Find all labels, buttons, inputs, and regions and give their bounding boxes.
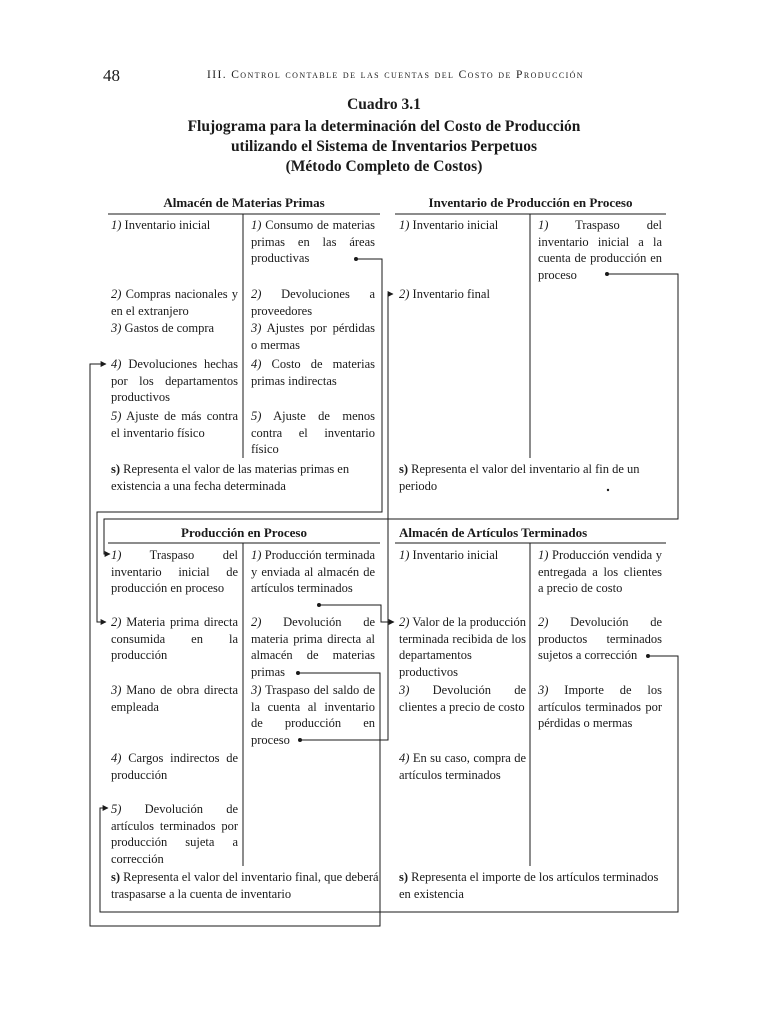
title-line-3: utilizando el Sistema de Inventarios Perpetuos	[230, 138, 538, 155]
running-head-text: III. Control contable de las cuentas del Costo de Producción	[207, 69, 584, 81]
at-credit-2: 2) Devolución de productos terminados sujetos a corrección	[538, 615, 662, 662]
ip-debit-2: 2) Inventario final	[399, 287, 490, 301]
table-number: Cuadro 3.1	[347, 96, 421, 113]
mp-credit-1: 1) Consumo de materias primas en las áreas productivas	[251, 218, 375, 265]
pp-summary: s) Representa el valor del inventario final, que deberá traspasarse a la cuenta de inventario	[111, 870, 379, 901]
mp-debit-3: 3) Gastos de compra	[111, 321, 215, 335]
ip-debit-1: 1) Inventario inicial	[399, 218, 499, 232]
pp-debit-1: 1) Traspaso del inventario inicial de producción en proceso	[111, 548, 238, 595]
pp-credit-3: 3) Traspaso del saldo de la cuenta al inventario de producción en proceso	[251, 683, 375, 747]
account-title-articulos-terminados: Almacén de Artículos Terminados	[399, 525, 588, 540]
mp-credit-3: 3) Ajustes por pérdidas o mermas	[251, 321, 375, 352]
title-line-2: Flujograma para la determinación del Costo de Producción	[187, 118, 581, 135]
at-debit-1: 1) Inventario inicial	[399, 548, 499, 562]
pp-debit-2: 2) Materia prima directa consumida en la producción	[111, 615, 238, 662]
mp-debit-4: 4) Devoluciones hechas por los departamentos productivos	[111, 357, 238, 404]
title-line-4: (Método Completo de Costos)	[285, 158, 483, 175]
at-credit-1: 1) Producción vendida y entregada a los clientes a precio de costo	[538, 548, 662, 595]
mp-credit-4: 4) Costo de materias primas indirectas	[251, 357, 375, 388]
at-debit-2: 2) Valor de la producción terminada recibida de los departamentos productivos	[399, 615, 526, 679]
mp-credit-2: 2) Devoluciones a proveedores	[251, 287, 375, 318]
pp-debit-4: 4) Cargos indirectos de producción	[111, 751, 238, 782]
page-number: 48	[103, 66, 120, 85]
account-title-inventario-proceso: Inventario de Producción en Proceso	[428, 195, 633, 210]
at-summary: s) Representa el importe de los artículos terminados en existencia	[399, 870, 659, 901]
at-credit-3: 3) Importe de los artículos terminados por pérdidas o mermas	[538, 683, 662, 730]
pp-credit-1: 1) Producción terminada y enviada al almacén de artículos terminados	[251, 548, 375, 595]
mp-debit-2: 2) Compras nacionales y en el extranjero	[111, 287, 238, 318]
mp-credit-5: 5) Ajuste de menos contra el inventario físico	[251, 409, 375, 456]
ip-summary: s) Representa el valor del inventario al fin de un periodo	[399, 462, 640, 493]
account-title-materias-primas: Almacén de Materias Primas	[163, 195, 325, 210]
at-debit-3: 3) Devolución de clientes a precio de costo	[399, 683, 526, 714]
ip-credit-1: 1) Traspaso del inventario inicial a la cuenta de producción en proceso	[538, 218, 662, 282]
account-title-produccion-proceso: Producción en Proceso	[181, 525, 307, 540]
pp-debit-3: 3) Mano de obra directa empleada	[111, 683, 238, 714]
at-debit-4: 4) En su caso, compra de artículos terminados	[399, 751, 526, 782]
pp-credit-2: 2) Devolución de materia prima directa al almacén de materias primas	[251, 615, 375, 679]
mp-debit-5: 5) Ajuste de más contra el inventario físico	[111, 409, 238, 440]
mp-debit-1: 1) Inventario inicial	[111, 218, 211, 232]
pp-debit-5: 5) Devolución de artículos terminados por producción sujeta a corrección	[111, 802, 238, 866]
mp-summary: s) Representa el valor de las materias primas en existencia a una fecha determinada	[111, 462, 350, 493]
